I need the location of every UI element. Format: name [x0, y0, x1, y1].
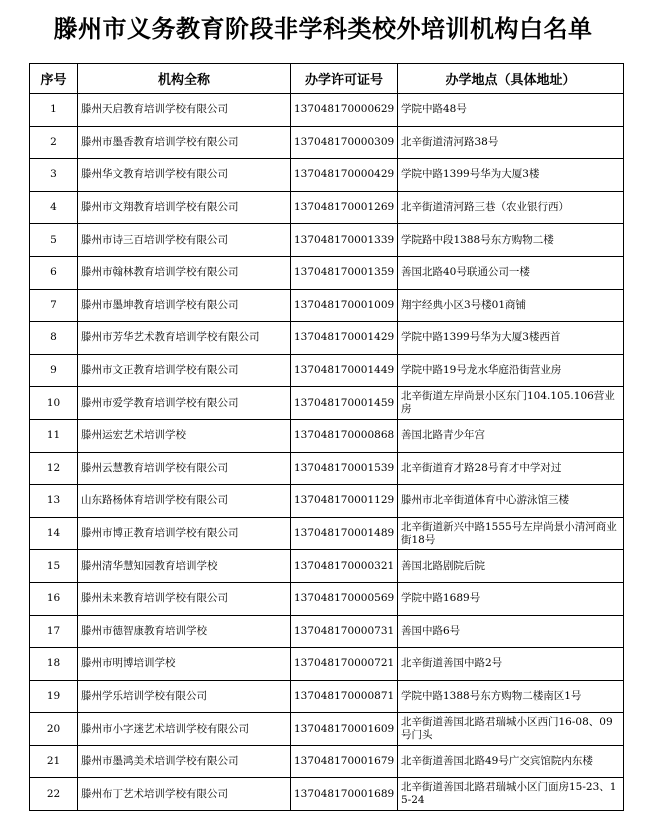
table-row	[30, 322, 624, 355]
cell-serial-no: 7	[30, 289, 78, 322]
cell-license-no: 137048170000309	[291, 126, 398, 159]
table-row	[30, 289, 624, 322]
cell-serial-no: 8	[30, 322, 78, 355]
cell-address: 北辛街道善国北路49号广交宾馆院内东楼	[398, 745, 624, 778]
table-row	[30, 615, 624, 648]
cell-license-no: 137048170000429	[291, 159, 398, 192]
cell-address: 学院中路1689号	[398, 582, 624, 615]
header-serial-no: 序号	[30, 64, 78, 94]
cell-address: 善国中路6号	[398, 615, 624, 648]
table-row	[30, 256, 624, 289]
table-row	[30, 159, 624, 192]
cell-serial-no: 9	[30, 354, 78, 387]
table-row	[30, 94, 624, 127]
cell-license-no: 137048170001459	[291, 387, 398, 420]
cell-institution-name: 滕州市诗三百培训学校有限公司	[78, 224, 291, 257]
cell-serial-no: 16	[30, 582, 78, 615]
cell-serial-no: 15	[30, 550, 78, 583]
table-row	[30, 517, 624, 550]
cell-license-no: 137048170001679	[291, 745, 398, 778]
cell-serial-no: 18	[30, 648, 78, 681]
cell-address: 北辛街道善国中路2号	[398, 648, 624, 681]
table-row	[30, 745, 624, 778]
cell-address: 北辛街道清河路38号	[398, 126, 624, 159]
table-header-row	[30, 64, 624, 94]
table-row	[30, 778, 624, 811]
cell-serial-no: 12	[30, 452, 78, 485]
cell-institution-name: 滕州布丁艺术培训学校有限公司	[78, 778, 291, 811]
table-row	[30, 680, 624, 713]
cell-serial-no: 22	[30, 778, 78, 811]
table-row	[30, 452, 624, 485]
cell-institution-name: 滕州市墨鸿美术培训学校有限公司	[78, 745, 291, 778]
cell-institution-name: 滕州市德智康教育培训学校	[78, 615, 291, 648]
cell-address: 北辛街道新兴中路1555号左岸尚景小清河商业街18号	[398, 517, 624, 550]
table-row	[30, 419, 624, 452]
cell-institution-name: 山东路杨体育培训学校有限公司	[78, 485, 291, 518]
cell-address: 善国北路剧院后院	[398, 550, 624, 583]
cell-license-no: 137048170001269	[291, 191, 398, 224]
cell-address: 翔宇经典小区3号楼01商铺	[398, 289, 624, 322]
cell-address: 北辛街道清河路三巷（农业银行西）	[398, 191, 624, 224]
cell-institution-name: 滕州市文正教育培训学校有限公司	[78, 354, 291, 387]
cell-institution-name: 滕州清华慧知园教育培训学校	[78, 550, 291, 583]
cell-license-no: 137048170000721	[291, 648, 398, 681]
table-row	[30, 387, 624, 420]
cell-address: 善国北路40号联通公司一楼	[398, 256, 624, 289]
cell-address: 学院路中段1388号东方购物二楼	[398, 224, 624, 257]
cell-institution-name: 滕州市爱学教育培训学校有限公司	[78, 387, 291, 420]
cell-license-no: 137048170001009	[291, 289, 398, 322]
cell-license-no: 137048170000629	[291, 94, 398, 127]
cell-serial-no: 19	[30, 680, 78, 713]
cell-address: 学院中路1388号东方购物二楼南区1号	[398, 680, 624, 713]
cell-institution-name: 滕州市墨香教育培训学校有限公司	[78, 126, 291, 159]
cell-license-no: 137048170001359	[291, 256, 398, 289]
cell-institution-name: 滕州市明博培训学校	[78, 648, 291, 681]
cell-serial-no: 1	[30, 94, 78, 127]
cell-license-no: 137048170001689	[291, 778, 398, 811]
cell-address: 北辛街道育才路28号育才中学对过	[398, 452, 624, 485]
cell-license-no: 137048170001539	[291, 452, 398, 485]
cell-license-no: 137048170001429	[291, 322, 398, 355]
cell-address: 北辛街道左岸尚景小区东门104.105.106营业房	[398, 387, 624, 420]
cell-address: 学院中路19号龙水华庭沿街营业房	[398, 354, 624, 387]
cell-serial-no: 17	[30, 615, 78, 648]
cell-license-no: 137048170001129	[291, 485, 398, 518]
cell-serial-no: 3	[30, 159, 78, 192]
cell-institution-name: 滕州华文教育培训学校有限公司	[78, 159, 291, 192]
cell-serial-no: 4	[30, 191, 78, 224]
cell-institution-name: 滕州市小字迷艺术培训学校有限公司	[78, 713, 291, 746]
cell-serial-no: 20	[30, 713, 78, 746]
cell-license-no: 137048170000868	[291, 419, 398, 452]
header-address: 办学地点（具体地址）	[398, 64, 624, 94]
cell-serial-no: 5	[30, 224, 78, 257]
cell-institution-name: 滕州市墨坤教育培训学校有限公司	[78, 289, 291, 322]
table-row	[30, 191, 624, 224]
header-institution-name: 机构全称	[78, 64, 291, 94]
cell-serial-no: 13	[30, 485, 78, 518]
cell-serial-no: 6	[30, 256, 78, 289]
cell-institution-name: 滕州未来教育培训学校有限公司	[78, 582, 291, 615]
cell-serial-no: 11	[30, 419, 78, 452]
cell-institution-name: 滕州市博正教育培训学校有限公司	[78, 517, 291, 550]
cell-address: 学院中路1399号华为大厦3楼	[398, 159, 624, 192]
table-row	[30, 550, 624, 583]
cell-institution-name: 滕州云慧教育培训学校有限公司	[78, 452, 291, 485]
cell-license-no: 137048170001489	[291, 517, 398, 550]
table-row	[30, 648, 624, 681]
cell-serial-no: 10	[30, 387, 78, 420]
cell-address: 北辛街道善国北路君瑞城小区门面房15-23、15-24	[398, 778, 624, 811]
cell-serial-no: 2	[30, 126, 78, 159]
cell-institution-name: 滕州运宏艺术培训学校	[78, 419, 291, 452]
cell-license-no: 137048170000731	[291, 615, 398, 648]
table-row	[30, 485, 624, 518]
cell-license-no: 137048170001339	[291, 224, 398, 257]
cell-serial-no: 21	[30, 745, 78, 778]
cell-institution-name: 滕州市芳华艺术教育培训学校有限公司	[78, 322, 291, 355]
cell-address: 学院中路1399号华为大厦3楼西首	[398, 322, 624, 355]
cell-license-no: 137048170000321	[291, 550, 398, 583]
cell-license-no: 137048170001609	[291, 713, 398, 746]
cell-institution-name: 滕州天启教育培训学校有限公司	[78, 94, 291, 127]
table-row	[30, 354, 624, 387]
cell-institution-name: 滕州市文翔教育培训学校有限公司	[78, 191, 291, 224]
cell-license-no: 137048170000871	[291, 680, 398, 713]
cell-serial-no: 14	[30, 517, 78, 550]
whitelist-table	[29, 63, 624, 811]
cell-license-no: 137048170000569	[291, 582, 398, 615]
cell-address: 北辛街道善国北路君瑞城小区西门16-08、09号门头	[398, 713, 624, 746]
cell-institution-name: 滕州学乐培训学校有限公司	[78, 680, 291, 713]
table-row	[30, 582, 624, 615]
cell-address: 善国北路青少年宫	[398, 419, 624, 452]
document-title: 滕州市义务教育阶段非学科类校外培训机构白名单	[53, 15, 593, 43]
header-license-no: 办学许可证号	[291, 64, 398, 94]
table-row	[30, 713, 624, 746]
table-row	[30, 126, 624, 159]
cell-address: 滕州市北辛街道体育中心游泳馆三楼	[398, 485, 624, 518]
cell-license-no: 137048170001449	[291, 354, 398, 387]
cell-institution-name: 滕州市翰林教育培训学校有限公司	[78, 256, 291, 289]
cell-address: 学院中路48号	[398, 94, 624, 127]
table-row	[30, 224, 624, 257]
